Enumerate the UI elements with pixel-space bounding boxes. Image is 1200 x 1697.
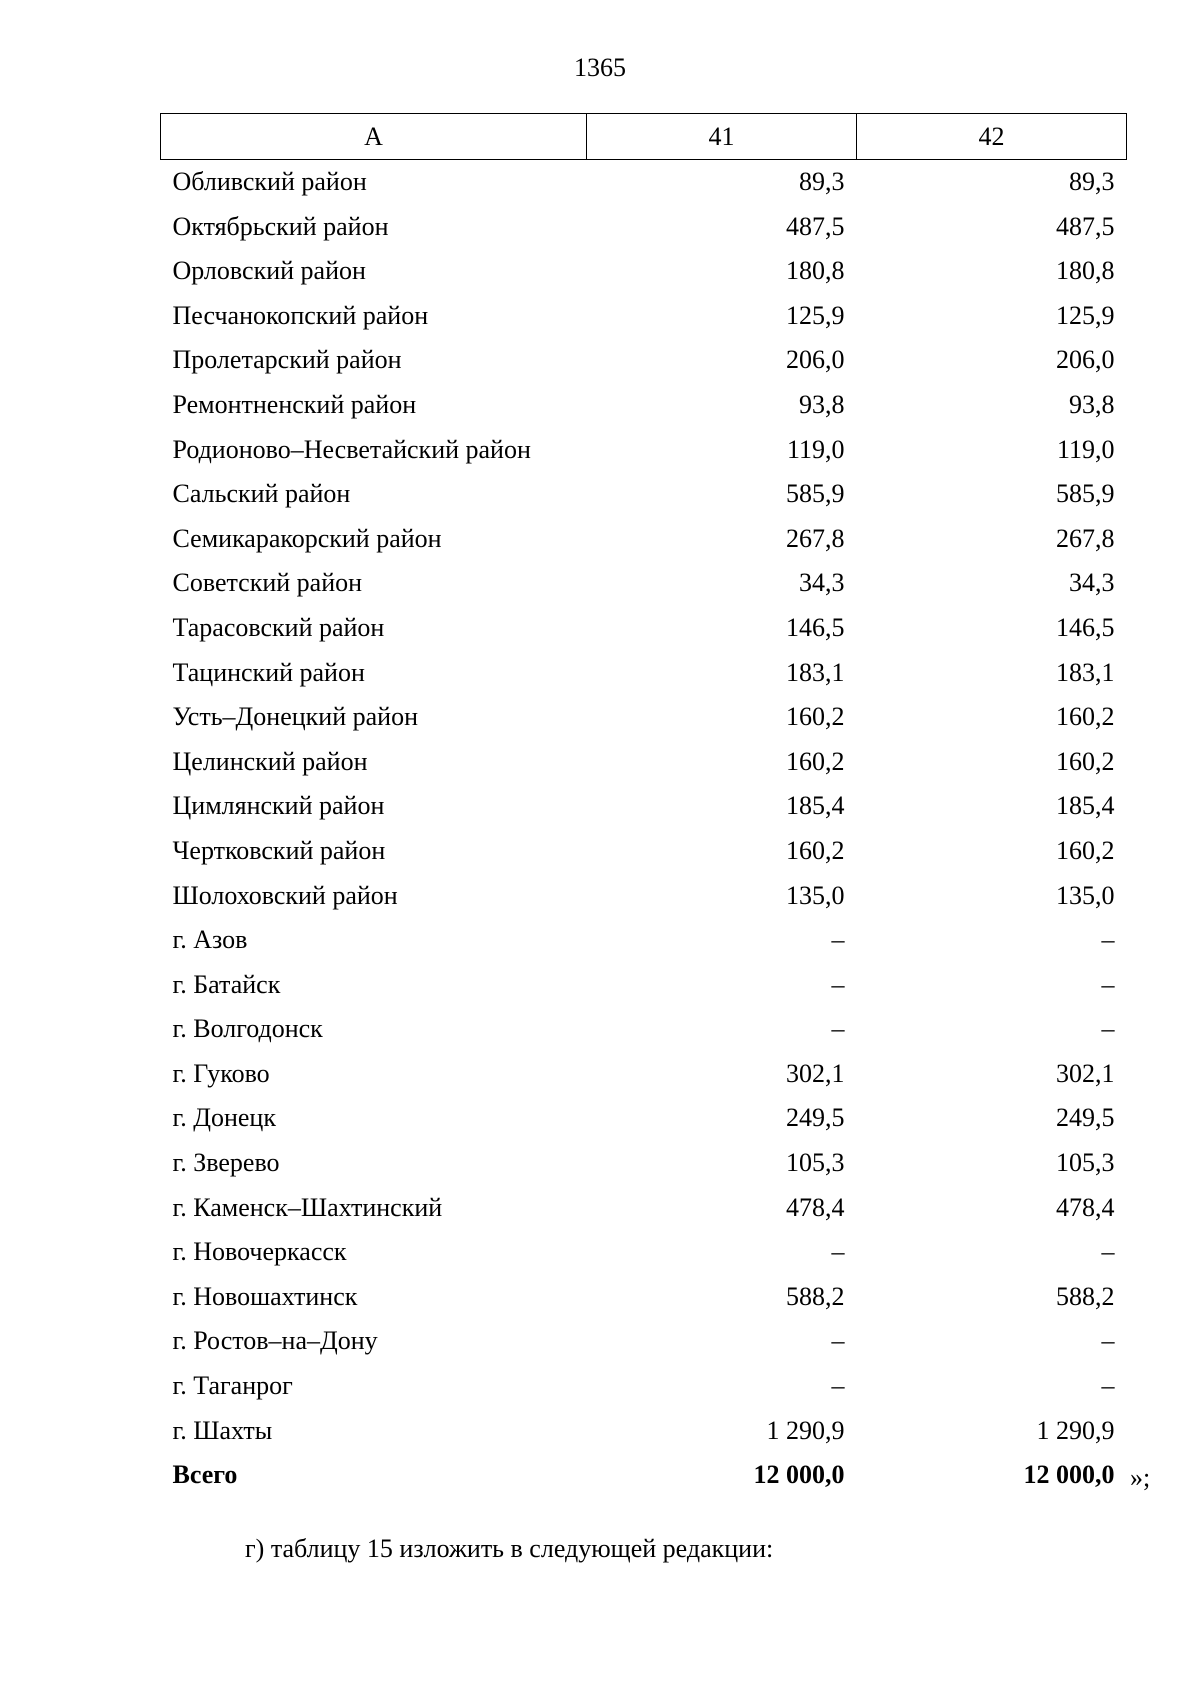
table-row [161,383,1127,428]
table-row [161,1186,1127,1231]
row-name: г. Новошахтинск [172,1281,358,1311]
row-value-42: 34,3 [1069,568,1115,598]
row-value-41: 206,0 [786,345,845,375]
row-value-42: 302,1 [1056,1058,1115,1088]
row-value-42: 89,3 [1069,167,1115,196]
table-row [161,249,1127,294]
table-row [161,1230,1127,1275]
row-value-41: 93,8 [799,389,845,419]
row-value-42: 160,2 [1056,702,1115,732]
row-name: г. Азов [172,925,248,955]
row-name: г. Каменск–Шахтинский [172,1192,443,1222]
row-name: Чертковский район [172,835,386,865]
table-row [161,1275,1127,1320]
row-value-41: – [831,1371,845,1401]
row-value-41: 89,3 [799,167,845,196]
row-value-41: 125,9 [786,300,845,330]
table-row [161,829,1127,874]
row-name: Родионово–Несветайский район [172,434,531,464]
row-value-42: – [1101,925,1115,955]
row-value-41: 34,3 [799,568,845,598]
row-value-42: 183,1 [1056,657,1115,687]
row-value-41: 478,4 [786,1192,845,1222]
header-col-a: А [161,114,587,160]
header-col-41: 41 [587,114,857,160]
table-row [161,338,1127,383]
row-name: Целинский район [172,746,368,776]
row-value-42: 478,4 [1056,1192,1115,1222]
table-row [161,205,1127,250]
row-name: г. Таганрог [172,1371,293,1401]
row-name: г. Донецк [172,1103,276,1133]
row-value-42: 105,3 [1056,1148,1115,1178]
instruction-paragraph: г) таблицу 15 изложить в следующей редакции: [245,1534,774,1563]
table-row [161,472,1127,517]
row-name: г. Зверево [172,1148,280,1178]
row-value-42: – [1101,1326,1115,1356]
row-name: Тарасовский район [172,612,385,642]
table-row [161,1052,1127,1097]
allocation-table [160,113,1127,1498]
row-name: г. Волгодонск [172,1014,323,1044]
row-value-41: – [831,969,845,999]
row-name: Песчанокопский район [172,300,429,330]
table-row [161,1319,1127,1364]
row-value-42: – [1101,969,1115,999]
row-value-41: – [831,1014,845,1044]
row-name: Цимлянский район [172,791,385,821]
row-value-41: – [831,1237,845,1267]
row-value-41: 160,2 [786,702,845,732]
row-name: г. Батайск [172,969,281,999]
row-value-42: 1 290,9 [1036,1415,1115,1445]
row-name: Пролетарский район [172,345,402,375]
row-name: Усть–Донецкий район [172,702,418,732]
row-value-41: 185,4 [786,791,845,821]
row-name: Шолоховский район [172,880,398,910]
row-name: Сальский район [172,479,351,509]
row-value-42: 160,2 [1056,746,1115,776]
row-name: Ремонтненский район [172,389,417,419]
row-value-42: 135,0 [1056,880,1115,910]
table-row [161,1364,1127,1409]
row-value-41: 160,2 [786,835,845,865]
table-row [161,740,1127,785]
row-value-41: 249,5 [786,1103,845,1133]
row-value-42: 487,5 [1056,211,1115,241]
total-row [161,1453,1127,1498]
table-row [161,606,1127,651]
table-row [161,1141,1127,1186]
row-value-42: 93,8 [1069,389,1115,419]
row-value-42: 146,5 [1056,612,1115,642]
row-value-41: 1 290,9 [766,1415,845,1445]
closing-quote-mark: »; [1130,1463,1151,1492]
row-value-41: 119,0 [786,434,845,464]
row-value-42: 588,2 [1056,1281,1115,1311]
table-row [161,1096,1127,1141]
row-value-41: 105,3 [786,1148,845,1178]
row-name: г. Гуково [172,1058,270,1088]
row-value-42: – [1101,1014,1115,1044]
row-name: Тацинский район [172,657,365,687]
row-value-41: 183,1 [786,657,845,687]
row-value-41: 135,0 [786,880,845,910]
row-value-42: – [1101,1237,1115,1267]
row-name: г. Ростов–на–Дону [172,1326,378,1356]
table-row [161,874,1127,919]
row-value-42: 160,2 [1056,835,1115,865]
page-number: 1365 [574,53,626,82]
row-value-41: 160,2 [786,746,845,776]
row-value-41: 146,5 [786,612,845,642]
row-name: г. Новочеркасск [172,1237,347,1267]
row-value-42: 249,5 [1056,1103,1115,1133]
row-value-41: 302,1 [786,1058,845,1088]
table-row [161,294,1127,339]
row-value-42: 185,4 [1056,791,1115,821]
row-value-41: – [831,925,845,955]
row-value-42: 206,0 [1056,345,1115,375]
table-row [161,1007,1127,1052]
row-name: Октябрьский район [172,211,389,241]
row-value-41: 180,8 [786,256,845,286]
table-header-row [161,114,1127,160]
row-value-41: 585,9 [786,479,845,509]
table-row [161,784,1127,829]
total-value-42: 12 000,0 [1023,1460,1115,1490]
row-name: Обливский район [172,167,367,196]
table-row [161,963,1127,1008]
table-row [161,918,1127,963]
table-row [161,561,1127,606]
row-value-41: 588,2 [786,1281,845,1311]
row-value-42: 125,9 [1056,300,1115,330]
row-value-41: 267,8 [786,523,845,553]
row-name: Орловский район [172,256,366,286]
row-value-42: 180,8 [1056,256,1115,286]
row-value-42: – [1101,1371,1115,1401]
table-row [161,517,1127,562]
row-name: Советский район [172,568,363,598]
header-col-42: 42 [857,114,1127,160]
table-row [161,428,1127,473]
table-row [161,160,1127,205]
row-value-41: – [831,1326,845,1356]
table-row [161,651,1127,696]
row-value-42: 267,8 [1056,523,1115,553]
total-label: Всего [172,1460,238,1490]
table-row [161,1409,1127,1454]
total-value-41: 12 000,0 [753,1460,845,1490]
table-row [161,695,1127,740]
row-name: Семикаракорский район [172,523,442,553]
row-name: г. Шахты [172,1415,273,1445]
row-value-41: 487,5 [786,211,845,241]
row-value-42: 585,9 [1056,479,1115,509]
row-value-42: 119,0 [1056,434,1115,464]
